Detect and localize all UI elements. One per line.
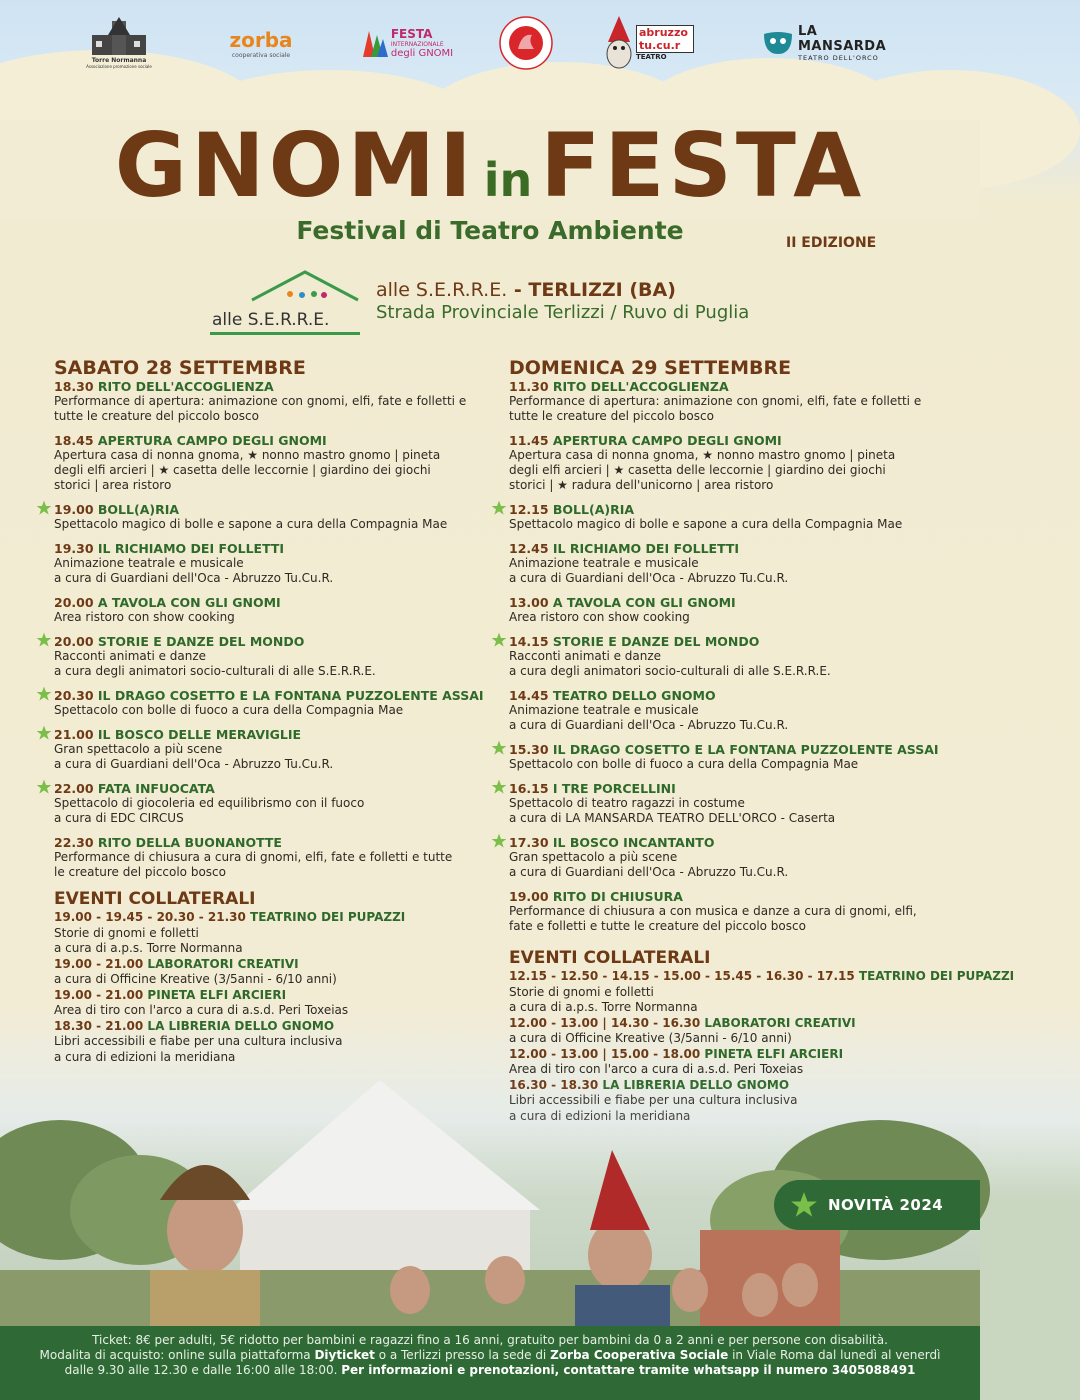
event-item xyxy=(509,595,939,625)
event-description: Spettacolo con bolle di fuoco a cura della Compagnia Mae xyxy=(509,757,859,771)
event-description: Spettacolo con bolle di fuoco a cura della Compagnia Mae xyxy=(54,703,404,717)
event-title: A TAVOLA CON GLI GNOMI xyxy=(97,595,281,610)
event-title: I TRE PORCELLINI xyxy=(552,781,676,796)
event-time: 16.15 xyxy=(509,781,549,796)
event-time: 19.00 xyxy=(54,502,94,517)
star-icon xyxy=(36,725,52,741)
event-header xyxy=(54,379,484,394)
star-icon xyxy=(36,779,52,795)
event-description: Spettacolo di giocoleria ed equilibrismo con il fuoco xyxy=(54,796,365,810)
collateral-header xyxy=(54,988,484,1004)
abruzzo-tag: TEATRO xyxy=(636,53,667,61)
event-item xyxy=(509,433,939,493)
event-title: FATA INFUOCATA xyxy=(97,781,215,796)
event-title: BOLL(A)RIA xyxy=(97,502,180,517)
event-time: 18.30 xyxy=(54,379,94,394)
guardiani-oca-logo xyxy=(496,14,556,72)
torre-normanna-name: Torre Normanna xyxy=(91,57,147,64)
collateral-header xyxy=(54,910,484,926)
sunday-heading: DOMENICA 29 SETTEMBRE xyxy=(509,357,792,379)
event-time: 20.30 xyxy=(54,688,94,703)
collateral-header xyxy=(509,969,1015,985)
castle-icon xyxy=(88,17,150,57)
footer-line2 xyxy=(0,1348,980,1363)
event-item xyxy=(509,634,939,679)
collateral-title: LABORATORI CREATIVI xyxy=(143,956,299,971)
zorba-name-footer: Zorba Cooperativa Sociale xyxy=(550,1348,729,1362)
event-title: IL DRAGO COSETTO E LA FONTANA PUZZOLENTE ASSAI xyxy=(97,688,484,703)
footer-line1: Ticket: 8€ per adulti, 5€ ridotto per bambini e ragazzi fino a 16 anni, gratuito per bambini da 0 a 2 anni e per persone con disabilità. xyxy=(92,1333,888,1347)
event-header xyxy=(509,634,939,649)
collateral-title: PINETA ELFI ARCIERI xyxy=(700,1046,844,1061)
event-item xyxy=(54,541,484,586)
festa-line3: degli GNOMI xyxy=(390,48,454,59)
event-item xyxy=(509,688,939,733)
collateral-time: 19.00 - 19.45 - 20.30 - 21.30 xyxy=(54,910,246,924)
event-header xyxy=(509,889,939,904)
event-item xyxy=(54,835,484,880)
collateral-time: 19.00 - 21.00 xyxy=(54,956,144,971)
event-description: Performance di apertura: animazione con gnomi, elfi, fate e folletti e xyxy=(54,394,467,408)
collateral-description: a cura di a.p.s. Torre Normanna xyxy=(54,941,243,955)
event-title: RITO DI CHIUSURA xyxy=(552,889,683,904)
event-header xyxy=(54,835,484,850)
event-title: RITO DELL'ACCOGLIENZA xyxy=(97,379,274,394)
event-title: A TAVOLA CON GLI GNOMI xyxy=(552,595,736,610)
title-festa: FESTA xyxy=(540,114,866,217)
diyticket-link[interactable]: Diyticket xyxy=(314,1348,375,1362)
event-title: TEATRO DELLO GNOMO xyxy=(552,688,716,703)
event-item xyxy=(54,634,484,679)
event-item xyxy=(54,688,484,718)
event-description: a cura degli animatori socio-culturali di alle S.E.R.R.E. xyxy=(509,664,831,678)
event-header xyxy=(509,688,939,703)
la-mansarda-logo xyxy=(762,14,892,72)
footer-line3 xyxy=(0,1363,980,1378)
event-item xyxy=(509,379,939,424)
event-header xyxy=(509,835,939,850)
event-description: storici | ★ radura dell'unicorno | area ristoro xyxy=(509,478,774,492)
collateral-time: 19.00 - 21.00 xyxy=(54,987,144,1002)
footer-line2-e: in Viale Roma dal lunedì al venerdì xyxy=(728,1348,941,1362)
event-time: 20.00 xyxy=(54,595,94,610)
footer-line3-a: dalle 9.30 alle 12.30 e dalle 16:00 alle 18:00. xyxy=(64,1363,342,1377)
star-icon xyxy=(36,686,52,702)
collateral-description: Area di tiro con l'arco a cura di a.s.d. Peri Toxeias xyxy=(54,1003,349,1017)
event-item xyxy=(54,379,484,424)
event-item xyxy=(509,835,939,880)
collateral-header xyxy=(509,1047,939,1063)
serre-logo-text: alle S.E.R.R.E. xyxy=(212,310,330,330)
mansarda-tag: TEATRO DELL'ORCO xyxy=(798,54,879,62)
event-description: Performance di apertura: animazione con gnomi, elfi, fate e folletti e xyxy=(509,394,922,408)
saturday-collateral-heading: EVENTI COLLATERALI xyxy=(54,889,256,909)
saturday-collateral xyxy=(54,910,484,1065)
event-time: 22.00 xyxy=(54,781,94,796)
event-time: 22.30 xyxy=(54,835,94,850)
event-title: IL RICHIAMO DEI FOLLETTI xyxy=(97,541,285,556)
event-description: a cura di LA MANSARDA TEATRO DELL'ORCO - Caserta xyxy=(509,811,836,825)
event-description: Racconti animati e danze xyxy=(54,649,207,663)
abruzzo-name: abruzzo tu.cu.r xyxy=(636,25,694,53)
title-gnomi: GNOMI xyxy=(114,114,476,217)
event-description: Animazione teatrale e musicale xyxy=(54,556,244,570)
event-time: 19.00 xyxy=(509,889,549,904)
event-header xyxy=(509,742,939,757)
event-header xyxy=(509,781,939,796)
star-icon xyxy=(36,500,52,516)
collateral-description: a cura di edizioni la meridiana xyxy=(54,1049,236,1064)
novita-badge xyxy=(774,1180,980,1230)
collateral-time: 12.00 - 13.00 | 14.30 - 16.30 xyxy=(509,1015,701,1030)
event-title: IL BOSCO DELLE MERAVIGLIE xyxy=(97,727,302,742)
event-description: a cura di EDC CIRCUS xyxy=(54,811,184,825)
collateral-title: LABORATORI CREATIVI xyxy=(700,1015,856,1030)
event-description: degli elfi arcieri | ★ casetta delle leccornie | giardino dei giochi xyxy=(54,463,431,477)
festa-line2: INTERNAZIONALE xyxy=(390,41,444,48)
serre-logo xyxy=(210,268,365,336)
star-icon xyxy=(491,779,507,795)
subtitle: Festival di Teatro Ambiente xyxy=(296,216,684,245)
event-description: degli elfi arcieri | ★ casetta delle leccornie | giardino dei giochi xyxy=(509,463,886,477)
event-header xyxy=(54,634,484,649)
edition-label: II EDIZIONE xyxy=(786,235,877,251)
event-description: Spettacolo magico di bolle e sapone a cura della Compagnia Mae xyxy=(54,517,448,531)
event-time: 15.30 xyxy=(509,742,549,757)
partner-logos xyxy=(0,0,980,90)
event-description: Gran spettacolo a più scene xyxy=(509,850,678,864)
saturday-column xyxy=(54,357,484,1065)
event-description: a cura di Guardiani dell'Oca - Abruzzo Tu.Cu.R. xyxy=(509,571,789,585)
star-icon xyxy=(491,740,507,756)
collateral-description: Area di tiro con l'arco a cura di a.s.d. Peri Toxeias xyxy=(509,1062,804,1076)
collateral-time: 12.15 - 12.50 - 14.15 - 15.00 - 15.45 - 16.30 - 17.15 xyxy=(509,969,855,983)
event-description: storici | area ristoro xyxy=(54,478,172,492)
event-time: 21.00 xyxy=(54,727,94,742)
event-title: IL BOSCO INCANTANTO xyxy=(552,835,715,850)
event-time: 18.45 xyxy=(54,433,94,448)
torre-normanna-logo xyxy=(84,14,154,72)
collateral-title: TEATRINO DEI PUPAZZI xyxy=(854,969,1015,983)
torre-normanna-tag: Associazione promozione sociale xyxy=(86,64,152,69)
event-title: STORIE E DANZE DEL MONDO xyxy=(97,634,305,649)
event-item xyxy=(509,781,939,826)
event-description: Area ristoro con show cooking xyxy=(54,610,235,624)
collateral-title: PINETA ELFI ARCIERI xyxy=(143,987,287,1002)
saturday-events xyxy=(54,379,484,880)
star-icon xyxy=(491,632,507,648)
event-title: RITO DELL'ACCOGLIENZA xyxy=(552,379,729,394)
event-time: 13.00 xyxy=(509,595,549,610)
event-header xyxy=(54,433,484,448)
collateral-time: 18.30 - 21.00 xyxy=(54,1018,144,1033)
event-title: APERTURA CAMPO DEGLI GNOMI xyxy=(97,433,327,448)
event-description: a cura degli animatori socio-culturali di alle S.E.R.R.E. xyxy=(54,664,376,678)
event-time: 20.00 xyxy=(54,634,94,649)
event-title: IL DRAGO COSETTO E LA FONTANA PUZZOLENTE ASSAI xyxy=(552,742,939,757)
mask-icon xyxy=(762,30,794,56)
event-header xyxy=(54,781,484,796)
collateral-header xyxy=(54,1019,484,1035)
event-description: Performance di chiusura a cura di gnomi, elfi, fate e folletti e tutte xyxy=(54,850,453,864)
event-description: Apertura casa di nonna gnoma, ★ nonno mastro gnomo | pineta xyxy=(509,448,896,462)
venue-location xyxy=(376,279,676,301)
event-description: Animazione teatrale e musicale xyxy=(509,703,699,717)
collateral-description: Storie di gnomi e folletti xyxy=(54,925,199,940)
event-header xyxy=(54,502,484,517)
event-item xyxy=(54,781,484,826)
event-title: APERTURA CAMPO DEGLI GNOMI xyxy=(552,433,782,448)
event-title: IL RICHIAMO DEI FOLLETTI xyxy=(552,541,740,556)
event-description: Gran spettacolo a più scene xyxy=(54,742,223,756)
collateral-description: Libri accessibili e fiabe per una cultura inclusiva xyxy=(54,1034,343,1048)
event-item xyxy=(509,742,939,772)
event-description: Racconti animati e danze xyxy=(509,649,662,663)
star-icon xyxy=(491,833,507,849)
zorba-tag: cooperativa sociale xyxy=(231,51,291,59)
event-item xyxy=(509,889,939,934)
collateral-description: a cura di Officine Kreative (3/5anni - 6/10 anni) xyxy=(509,1031,792,1045)
house-roof-icon xyxy=(210,268,365,314)
venue-town: - TERLIZZI (BA) xyxy=(507,279,676,301)
event-description: a cura di Guardiani dell'Oca - Abruzzo Tu.Cu.R. xyxy=(54,757,334,771)
event-header xyxy=(54,541,484,556)
collateral-description: Storie di gnomi e folletti xyxy=(509,984,654,999)
gnome-figure-icon xyxy=(604,16,634,70)
page-title xyxy=(0,114,980,217)
event-description: a cura di Guardiani dell'Oca - Abruzzo Tu.Cu.R. xyxy=(509,865,789,879)
event-header xyxy=(54,595,484,610)
sunday-collateral-heading: EVENTI COLLATERALI xyxy=(509,948,711,968)
event-header xyxy=(509,379,939,394)
venue-address: Strada Provinciale Terlizzi / Ruvo di Puglia xyxy=(376,302,750,323)
event-title: STORIE E DANZE DEL MONDO xyxy=(552,634,760,649)
event-description: Performance di chiusura a con musica e danze a cura di gnomi, elfi, xyxy=(509,904,917,918)
star-icon xyxy=(790,1191,818,1219)
collateral-title: TEATRINO DEI PUPAZZI xyxy=(245,910,406,924)
collateral-header xyxy=(509,1016,939,1032)
event-description: fate e folletti e tutte le creature del piccolo bosco xyxy=(509,919,806,933)
event-item xyxy=(54,727,484,772)
event-time: 14.45 xyxy=(509,688,549,703)
mansarda-name: LA MANSARDA xyxy=(798,24,887,54)
zorba-name: zorba xyxy=(229,27,293,52)
event-title: RITO DELLA BUONANOTTE xyxy=(97,835,282,850)
whatsapp-contact: Per informazioni e prenotazioni, contattare tramite whatsapp il numero 3405088491 xyxy=(341,1363,916,1377)
collateral-description: a cura di a.p.s. Torre Normanna xyxy=(509,1000,698,1014)
event-description: a cura di Guardiani dell'Oca - Abruzzo Tu.Cu.R. xyxy=(509,718,789,732)
event-time: 11.30 xyxy=(509,379,549,394)
event-time: 17.30 xyxy=(509,835,549,850)
event-header xyxy=(509,433,939,448)
event-header xyxy=(54,727,484,742)
event-item xyxy=(509,541,939,586)
venue-name: alle S.E.R.R.E. xyxy=(376,279,508,301)
abruzzo-tucur-logo xyxy=(604,14,694,72)
event-description: Area ristoro con show cooking xyxy=(509,610,690,624)
serre-underline xyxy=(210,332,360,335)
festa-gnomi-logo xyxy=(357,14,457,72)
event-description: a cura di Guardiani dell'Oca - Abruzzo Tu.Cu.R. xyxy=(54,571,334,585)
event-description: Spettacolo di teatro ragazzi in costume xyxy=(509,796,745,810)
event-item xyxy=(54,595,484,625)
event-description: tutte le creature del piccolo bosco xyxy=(509,409,714,423)
footer-line2-a: Modalita di acquisto: online sulla piattaforma xyxy=(39,1348,315,1362)
sunday-column xyxy=(509,357,1015,1124)
event-title: BOLL(A)RIA xyxy=(552,502,635,517)
collateral-header xyxy=(54,957,484,973)
festa-line1: FESTA xyxy=(390,27,433,41)
event-header xyxy=(509,595,939,610)
event-time: 14.15 xyxy=(509,634,549,649)
event-time: 11.45 xyxy=(509,433,549,448)
novita-label: NOVITÀ 2024 xyxy=(828,1196,944,1214)
star-icon xyxy=(491,500,507,516)
event-item xyxy=(54,502,484,532)
event-time: 12.15 xyxy=(509,502,549,517)
gnome-hats-icon xyxy=(361,27,389,59)
zorba-logo xyxy=(218,14,304,72)
saturday-heading: SABATO 28 SETTEMBRE xyxy=(54,357,306,379)
event-item xyxy=(54,433,484,493)
event-description: Apertura casa di nonna gnoma, ★ nonno mastro gnomo | pineta xyxy=(54,448,441,462)
event-header xyxy=(509,541,939,556)
title-in: in xyxy=(483,153,533,207)
footer-line2-c: o a Terlizzi presso la sede di xyxy=(374,1348,551,1362)
event-description: tutte le creature del piccolo bosco xyxy=(54,409,259,423)
collateral-time: 12.00 - 13.00 | 15.00 - 18.00 xyxy=(509,1046,701,1061)
event-item xyxy=(509,502,939,532)
event-description: Spettacolo magico di bolle e sapone a cura della Compagnia Mae xyxy=(509,517,903,531)
star-icon xyxy=(36,632,52,648)
event-time: 12.45 xyxy=(509,541,549,556)
collateral-title: LA LIBRERIA DELLO GNOMO xyxy=(143,1018,335,1033)
event-description: le creature del piccolo bosco xyxy=(54,865,226,879)
event-time: 19.30 xyxy=(54,541,94,556)
event-header xyxy=(509,502,939,517)
event-description: Animazione teatrale e musicale xyxy=(509,556,699,570)
sunday-events xyxy=(509,379,939,934)
event-header xyxy=(54,688,484,703)
goose-seal-icon xyxy=(498,15,554,71)
ticket-footer xyxy=(0,1326,980,1400)
collateral-description: a cura di Officine Kreative (3/5anni - 6/10 anni) xyxy=(54,972,337,986)
